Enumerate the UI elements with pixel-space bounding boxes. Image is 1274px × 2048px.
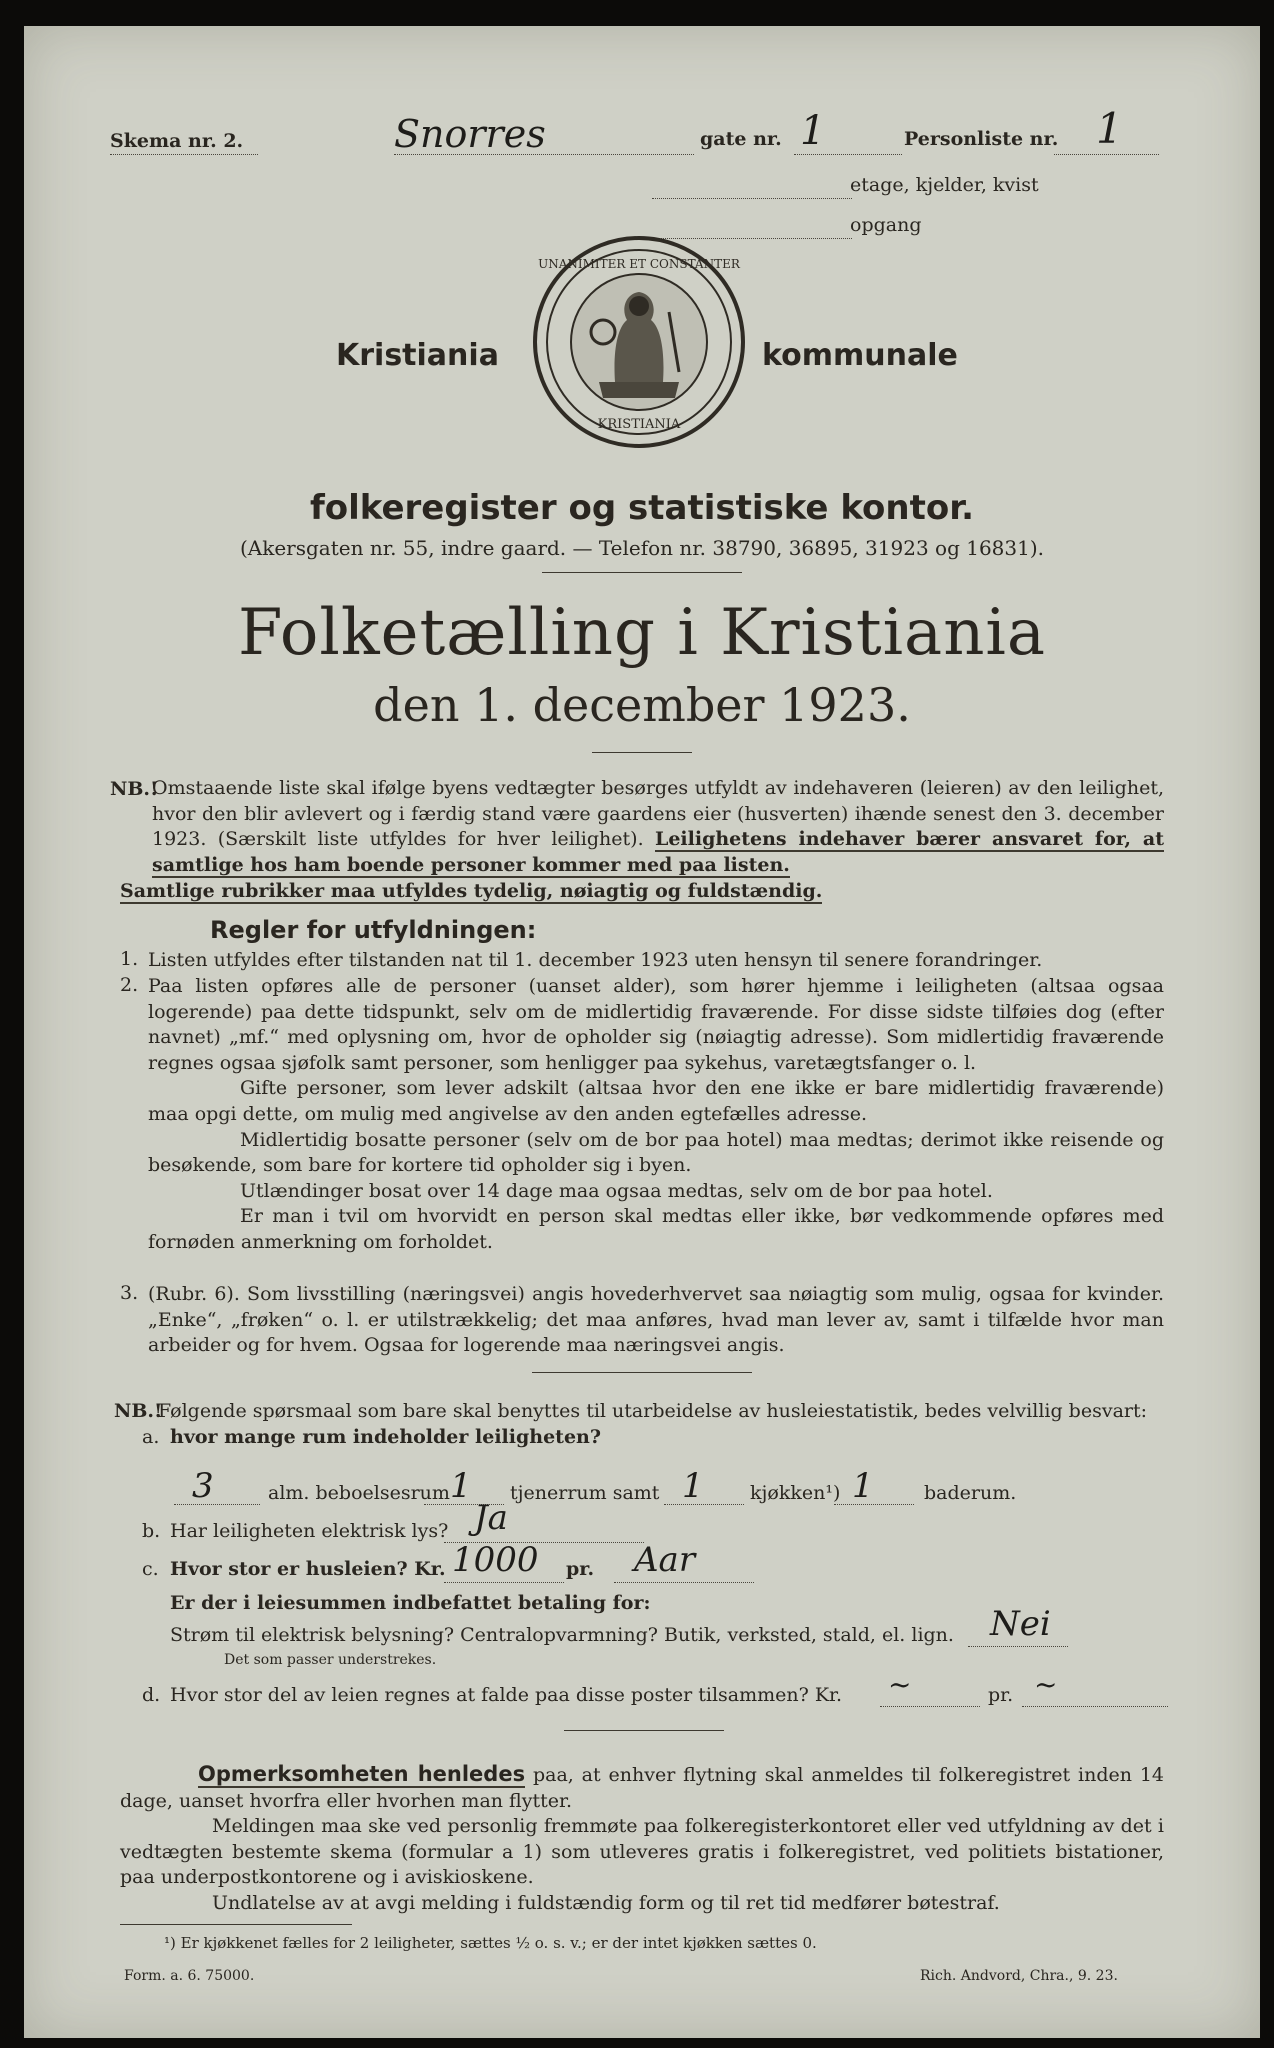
office-title: folkeregister og statistiske kontor. [309,488,975,528]
underline-note: Det som passer understrekes. [224,1652,437,1668]
share-pr-underline [1022,1706,1168,1707]
rule-1 [148,948,1164,974]
city-seal-icon [529,232,749,452]
gate-underline [794,154,902,155]
office-address: (Akersgaten nr. 55, indre gaard. — Telefon nr. 38790, 36895, 31923 og 16831). [239,536,1045,560]
rent-period-underline [614,1582,754,1583]
nb-rubrikker: Samtlige rubrikker maa utfyldes tydelig, nøiagtig og fuldstændig. [120,880,823,902]
rule-3-text: (Rubr. 6). Som livsstilling (næringsvei) angis hovederhvervet saa nøiagtig som mulig, ogsaa for kvinder. „Enke“, „frøken“ o. l. er utilstrækkelig; det maa anføres, hvad man lever av, samt i tilfælde hvor man arbeider og for hvem. Ogsaa for logerende maa næringsvei angis. [148,1283,1164,1357]
rule-2-text: Paa listen opføres alle de personer (uanset alder), som hører hjemme i leiligheten (altsaa ogsaa logerende) paa dette tidspunkt, selv om de midlertidig fraværende. For disse sidste tilføies dog (efter navnet) „mf.“ med oplysning om, hvor de opholder sig (nøiagtig adresse). Som midlertidig fraværende regnes ogsaa sjøfolk samt personer, som henligger paa sykehus, varetægtsfanger o. l. [148,975,1164,1074]
street-name-handwritten: Snorres [394,112,546,156]
question-c-letter: c. [142,1558,159,1580]
svg-text:UNANIMITER ET CONSTANTER: UNANIMITER ET CONSTANTER [538,257,740,271]
kristiania-word: Kristiania [336,338,499,373]
etage-line [652,198,852,199]
attention-meldingen: Meldingen maa ske ved personlig fremmøte paa folkeregisterkontoret eller ved utfyldning av det i vedtægten bestemte skema (formular a 1) som utleveres gratis i folkeregistret, ved politiets bistationer, paa underpostkontorene og i aviskioskene. [120,1815,1164,1889]
personliste-label: Personliste nr. [904,128,1059,150]
share-kr-underline [880,1706,980,1707]
divider [564,1730,724,1731]
nb-emphasis: Leilighetens indehaver bærer ansvaret for, at samtlige hos ham boende personer kommer med paa listen. [152,828,1164,876]
nb-text: Omstaaende liste skal ifølge byens vedtægter besørges utfyldt av indehaveren (leieren) av den leilighet, hvor den blir avlevert og i færdig stand være gaardens eier (husverten) ihænde senest den 3. december 1923. (Særskilt liste utfyldes for hver leilighet). Leilighetens indehaver bærer ansvaret for, at samtlige hos ham boende personer kommer med paa listen. [152,777,1164,876]
kitchen-count-handwritten: 1 [682,1466,704,1506]
rooms-count-handwritten: 3 [192,1466,214,1506]
street-underline [394,154,694,155]
rent-amount-underline [444,1582,564,1583]
nb2-text: Følgende spørsmaal som bare skal benyttes til utarbeidelse av husleiestatistik, bedes velvillig besvart: [158,1400,1148,1422]
share-pr-handwritten: ~ [1034,1668,1058,1701]
attention-paragraph [120,1762,1164,1917]
kitchen-underline [664,1504,744,1505]
form-number: Form. a. 6. 75000. [124,1968,255,1984]
nb-label: NB.! [110,778,159,800]
attention-undlatelse: Undlatelse av at avgi melding i fuldstændig form og til ret tid medfører bøtestraf. [212,1891,1000,1914]
nb2-label: NB.! [114,1400,163,1422]
svg-text:KRISTIANIA: KRISTIANIA [597,417,681,432]
included-heading: Er der i leiesummen indbefattet betaling for: [170,1592,651,1614]
rule-2 [148,974,1164,1256]
divider [532,1372,752,1373]
bath-underline [834,1504,914,1505]
rooms-label: alm. beboelsesrum [268,1482,450,1504]
schema-underline [110,154,258,155]
rule-3 [148,1282,1164,1359]
nb-paragraph [152,776,1164,878]
rule-1-text: Listen utfyldes efter tilstanden nat til 1. december 1923 uten hensyn til senere forandringer. [148,949,1043,971]
rooms-underline [174,1504,260,1505]
servant-rooms-handwritten: 1 [450,1466,472,1506]
question-d-letter: d. [142,1684,161,1706]
electric-answer-handwritten: Ja [474,1498,508,1538]
etage-label: etage, kjelder, kvist [850,174,1039,196]
included-answer-handwritten: Nei [990,1604,1051,1644]
question-a-letter: a. [142,1426,160,1448]
rule-2-gifte: Gifte personer, som lever adskilt (altsaa hvor den ene ikke er bare midlertidig fraværende) maa opgi dette, om mulig med angivelse av den anden egtefælles adresse. [148,1077,1164,1125]
rule-number: 2. [120,974,139,996]
kitchen-label: kjøkken¹) [750,1482,841,1504]
bath-label: baderum. [924,1482,1017,1504]
kommunale-word: kommunale [762,338,958,373]
share-kr-handwritten: ~ [888,1668,912,1701]
bath-count-handwritten: 1 [852,1466,874,1506]
attention-heading: Opmerksomheten henledes [198,1762,526,1786]
rule-2-bosatte: Midlertidig bosatte personer (selv om de bor paa hotel) maa medtas; derimot ikke reisende og besøkende, som bare for kortere tid opholder sig i byen. [148,1128,1164,1177]
rule-number: 3. [120,1282,139,1304]
personliste-underline [1054,154,1159,155]
question-b-letter: b. [142,1520,161,1542]
main-subtitle: den 1. december 1923. [373,678,911,732]
share-pr-label: pr. [988,1684,1014,1706]
rent-period-handwritten: Aar [634,1540,696,1580]
printer: Rich. Andvord, Chra., 9. 23. [920,1968,1118,1984]
rules-heading: Regler for utfyldningen: [210,916,537,944]
divider [592,752,692,753]
schema-label: Skema nr. 2. [110,130,244,152]
question-b-text: Har leiligheten elektrisk lys? [170,1520,449,1542]
rent-per-label: pr. [566,1558,595,1580]
included-underline [968,1646,1068,1647]
gate-number-handwritten: 1 [800,108,826,154]
question-d-text: Hvor stor del av leien regnes at falde paa disse poster tilsammen? Kr. [170,1684,843,1706]
divider [542,572,742,573]
servant-label: tjenerrum samt [510,1482,660,1504]
rule-2-tvil: Er man i tvil om hvorvidt en person skal medtas eller ikke, bør vedkommende opføres med fornøden anmerkning om forholdet. [148,1205,1164,1253]
footnote-divider [120,1924,352,1925]
included-items: Strøm til elektrisk belysning? Centralopvarmning? Butik, verksted, stald, el. lign. [170,1624,954,1646]
gate-label: gate nr. [700,128,782,150]
personliste-number-handwritten: 1 [1096,104,1123,153]
attention-text: Opmerksomheten henledes paa, at enhver flytning skal anmeldes til folkeregistret inden 14 dage, uanset hvorfra eller hvorhen man flytter. [120,1762,1165,1812]
question-c-text: Hvor stor er husleien? Kr. [170,1558,446,1580]
main-title: Folketælling i Kristiania [237,596,1047,670]
opgang-label: opgang [850,214,922,236]
rent-amount-handwritten: 1000 [452,1540,539,1580]
rule-2-utlaendinger: Utlændinger bosat over 14 dage maa ogsaa medtas, selv om de bor paa hotel. [240,1179,993,1202]
rule-number: 1. [120,948,139,970]
question-a-text: hvor mange rum indeholder leiligheten? [170,1426,601,1448]
footnote: ¹) Er kjøkkenet fælles for 2 leiligheter, sættes ½ o. s. v.; er der intet kjøkken sættes 0. [164,1934,817,1952]
census-form [24,26,1260,2038]
